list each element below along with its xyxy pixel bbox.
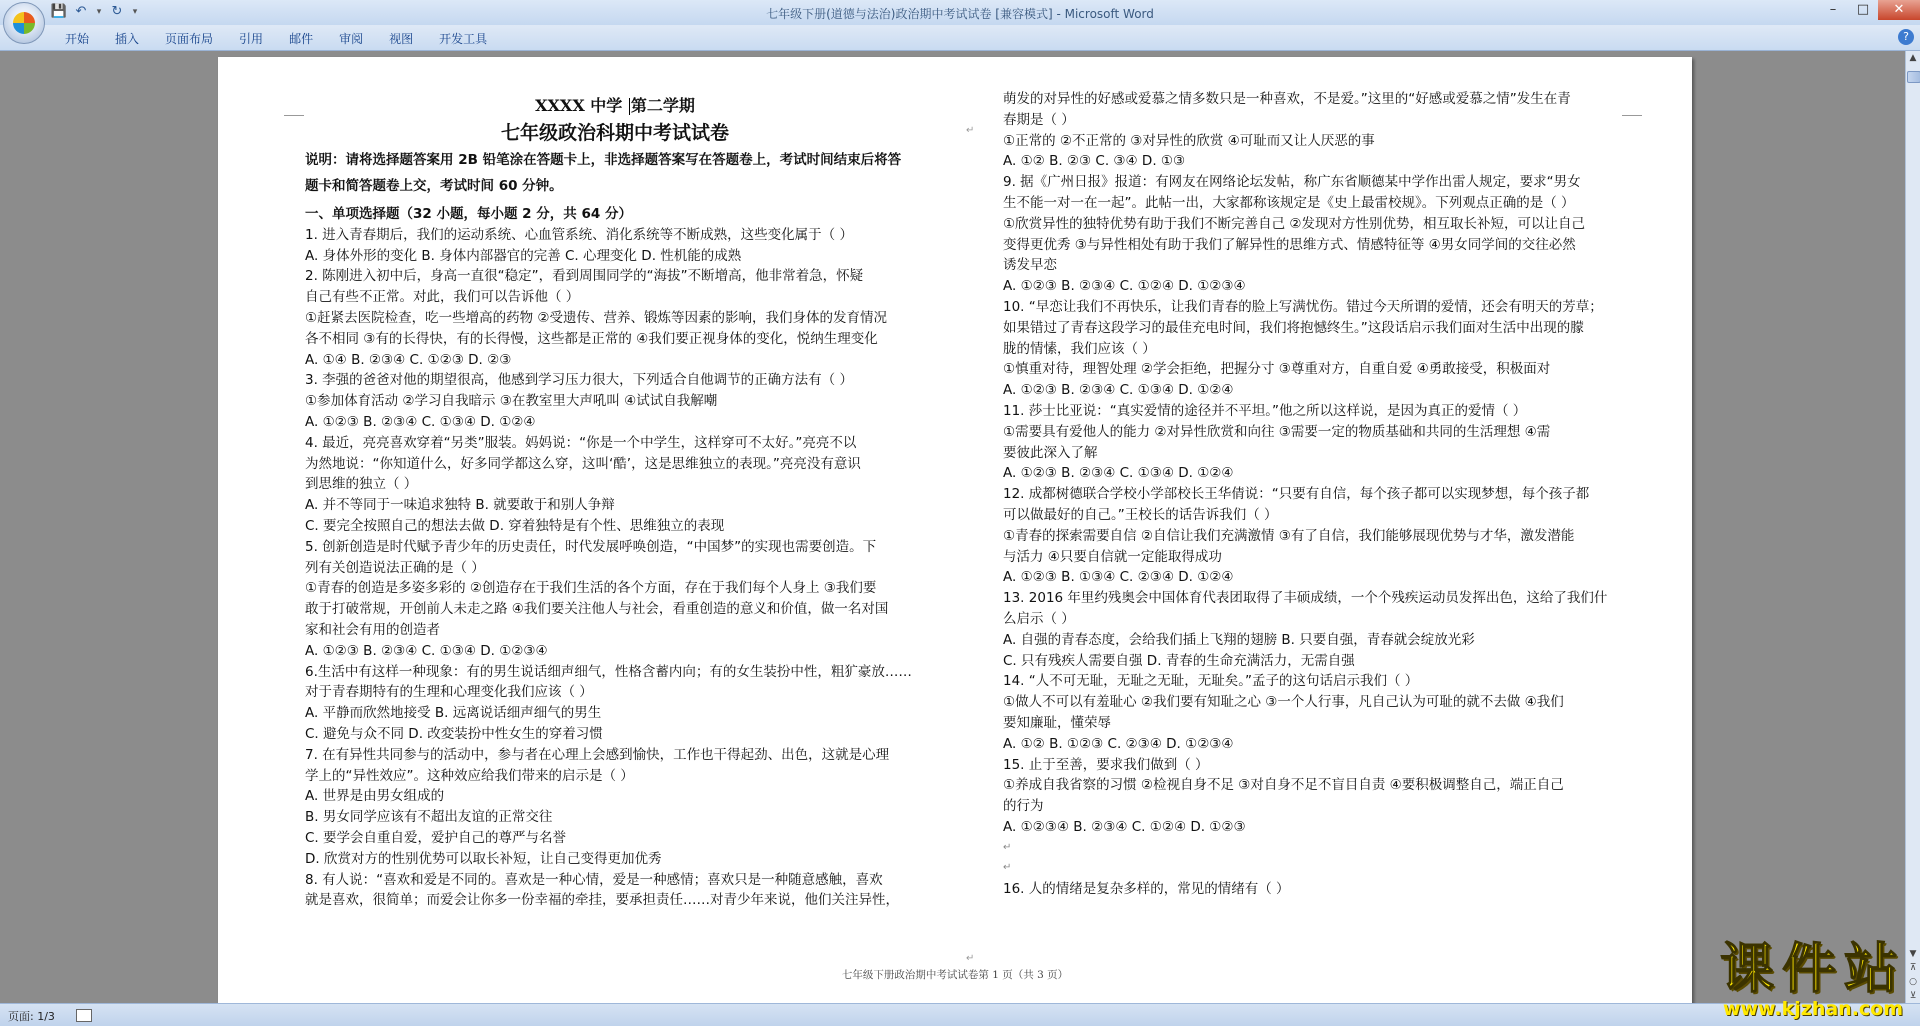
question-line: 春期是（ ） <box>1003 111 1075 128</box>
question-line: 12. 成都树德联合学校小学部校长王华倩说：“只要有自信，每个孩子都可以实现梦想，每个孩子都 <box>1003 486 1590 503</box>
question-line: 6.生活中有这样一种现象：有的男生说话细声细气，性格含蓄内向；有的女生装扮中性，粗犷豪放…… <box>305 663 912 680</box>
text-cursor <box>629 98 630 115</box>
next-page-icon[interactable]: ⊻ <box>1909 991 1917 1001</box>
question-line: 可以做最好的自己。”王校长的话告诉我们（ ） <box>1003 506 1278 523</box>
question-line: 2. 陈刚进入初中后，身高一直很“稳定”，看到周围同学的“海拔”不断增高，他非常着急，怀疑 <box>305 268 864 285</box>
question-line: A. ①②③ B. ①③④ C. ②③④ D. ①②④ <box>1003 569 1234 586</box>
document-page[interactable] <box>218 57 1692 1003</box>
question-line: D. 欣赏对方的性别优势可以取长补短，让自己变得更加优秀 <box>305 850 662 867</box>
question-line: 生不能一对一在一起”。此帖一出，大家都称该规定是《史上最雷校规》。下列观点正确的是（ ） <box>1003 194 1575 211</box>
tab-view[interactable]: 视图 <box>389 32 414 46</box>
question-line: 各不相同 ③有的长得快，有的长得慢，这些都是正常的 ④我们要正视身体的变化，悦纳生理变化 <box>305 330 878 347</box>
question-line: ①慎重对待，理智处理 ②学会拒绝，把握分寸 ③尊重对方，自重自爱 ④勇敢接受，积极面对 <box>1003 361 1551 378</box>
tab-home[interactable]: 开始 <box>65 32 90 46</box>
question-line: ①正常的 ②不正常的 ③对异性的欣赏 ④可耻而又让人厌恶的事 <box>1003 132 1375 149</box>
question-line: ①青春的创造是多姿多彩的 ②创造存在于我们生活的各个方面，存在于我们每个人身上 ③我们要 <box>305 580 877 597</box>
question-line: 的行为 <box>1003 798 1044 815</box>
question-line: A. 并不等同于一味追求独特 B. 就要敢于和别人争辩 <box>305 497 615 514</box>
customize-qat-icon[interactable]: ▾ <box>132 7 138 17</box>
scroll-bottom-controls <box>1906 947 1920 1003</box>
paragraph-mark: ↵ <box>1003 841 1012 853</box>
paragraph-mark: ↵ <box>1003 862 1012 874</box>
question-line: 敢于打破常规，开创前人未走之路 ④我们要关注他人与社会，看重创造的意义和价值，做一名对国 <box>305 601 889 618</box>
left-column <box>305 57 925 911</box>
question-line: 学上的“异性效应”。这种效应给我们带来的启示是（ ） <box>305 767 634 784</box>
question-line: ①欣赏异性的独特优势有助于我们不断完善自己 ②发现对方性别优势，相互取长补短，可以让自己 <box>1003 215 1585 232</box>
crop-mark <box>1622 95 1642 116</box>
watermark-url: www.kjzhan.com <box>1722 998 1904 1020</box>
question-line: 14. “人不可无耻，无耻之无耻，无耻矣。”孟子的这句话启示我们（ ） <box>1003 673 1419 690</box>
question-line: 3. 李强的爸爸对他的期望很高，他感到学习压力很大，下列适合自他调节的正确方法有（ ） <box>305 372 853 389</box>
question-line: 9. 据《广州日报》报道：有网友在网络论坛发帖，称广东省顺德某中学作出雷人规定，要求“男女 <box>1003 174 1581 191</box>
question-line: A. ①②③ B. ②③④ C. ①③④ D. ①②④ <box>1003 382 1234 399</box>
title-bar <box>0 0 1920 25</box>
question-line: 11. 莎士比亚说：“真实爱情的途径并不平坦。”他之所以这样说，是因为真正的爱情（ ） <box>1003 402 1527 419</box>
question-line: 1. 进入青春期后，我们的运动系统、心血管系统、消化系统等不断成熟，这些变化属于（ ） <box>305 226 853 243</box>
question-line: 家和社会有用的创造者 <box>305 621 440 638</box>
question-line: 10. “早恋让我们不再快乐，让我们青春的脸上写满忧伤。错过今天所谓的爱情，还会有明天的芳草； <box>1003 298 1603 315</box>
question-line: A. ①④ B. ②③④ C. ①②③ D. ②③ <box>305 351 512 368</box>
scroll-up-icon[interactable]: ▲ <box>1909 53 1917 63</box>
help-icon[interactable]: ? <box>1898 29 1914 45</box>
question-line: 变得更优秀 ③与异性相处有助于我们了解异性的思维方式、情感特征等 ④男女同学间的交往必然 <box>1003 236 1576 253</box>
question-line: A. ①②③ B. ②③④ C. ①②④ D. ①②③④ <box>1003 278 1246 295</box>
office-logo-icon <box>13 12 35 34</box>
crop-mark <box>284 95 304 116</box>
close-button[interactable]: ✕ <box>1878 0 1920 20</box>
question-line: 为然地说：“你知道什么，好多同学都这么穿，这叫‘酷’，这是思维独立的表现。”亮亮没有意识 <box>305 455 861 472</box>
office-button[interactable] <box>3 2 45 44</box>
question-line: A. ①②③ B. ②③④ C. ①③④ D. ①②④ <box>305 413 536 430</box>
question-line: B. 男女同学应该有不超出友谊的正常交往 <box>305 809 553 826</box>
tab-developer[interactable]: 开发工具 <box>439 32 488 46</box>
question-line: 萌发的对异性的好感或爱慕之情多数只是一种喜欢，不是爱。”这里的“好感或爱慕之情”发生在青 <box>1003 91 1571 107</box>
question-line: 自己有些不正常。对此，我们可以告诉他（ ） <box>305 289 580 306</box>
question-line: 要知廉耻，懂荣辱 <box>1003 714 1111 731</box>
question-line: 5. 创新创造是时代赋予青少年的历史责任，时代发展呼唤创造，“中国梦”的实现也需要创造。下 <box>305 538 877 555</box>
question-line: C. 要完全按照自己的想法去做 D. 穿着独特是有个性、思维独立的表现 <box>305 517 725 534</box>
save-icon[interactable]: 💾 <box>50 4 68 19</box>
ribbon-tabs <box>52 25 500 52</box>
question-line: ①养成自我省察的习惯 ②检视自身不足 ③对自身不足不盲目自责 ④要积极调整自己，端正自己 <box>1003 777 1564 794</box>
document-workspace <box>0 51 1906 1003</box>
tab-review[interactable]: 审阅 <box>339 32 364 46</box>
question-line: 就是喜欢，很简单；而爱会让你多一份幸福的牵挂，要承担责任……对青少年来说，他们关注异性， <box>305 892 899 909</box>
question-line: C. 避免与众不同 D. 改変装扮中性女生的穿着习惯 <box>305 725 603 742</box>
question-line: A. 身体外形的变化 B. 身体内部器官的完善 C. 心理变化 D. 性机能的成熟 <box>305 247 742 264</box>
question-line: A. 世界是由男女组成的 <box>305 788 445 805</box>
question-line: 么启示（ ） <box>1003 610 1075 627</box>
question-line: 列有关创造说法正确的是（ ） <box>305 559 485 576</box>
ribbon <box>0 25 1920 51</box>
question-line: A. ①② B. ①②③ C. ②③④ D. ①②③④ <box>1003 735 1234 752</box>
undo-icon[interactable]: ↶ <box>75 4 87 19</box>
scroll-thumb[interactable] <box>1907 71 1920 83</box>
question-line: A. ①②③④ B. ②③④ C. ①②④ D. ①②③ <box>1003 818 1246 835</box>
tab-mailings[interactable]: 邮件 <box>289 32 314 46</box>
question-line: 8. 有人说：“喜欢和爱是不同的。喜欢是一种心情，爱是一种感情；喜欢只是一种随意感触，喜欢 <box>305 871 883 888</box>
question-line: C. 只有残疾人需要自强 D. 青春的生命充满活力，无需自强 <box>1003 652 1355 669</box>
page-indicator[interactable]: 页面: 1/3 <box>8 1010 55 1023</box>
redo-icon[interactable]: ↻ <box>111 4 123 19</box>
previous-page-icon[interactable]: ⊼ <box>1909 963 1917 973</box>
status-bar <box>0 1003 1920 1026</box>
question-line: 胧的情愫，我们应该（ ） <box>1003 340 1156 357</box>
question-line: ①做人不可以有羞耻心 ②我们要有知耻之心 ③一个人行事，凡自己认为可耻的就不去做 ④我们 <box>1003 694 1564 711</box>
question-line: ①赶紧去医院检查，吃一些增高的药物 ②受遗传、营养、锻炼等因素的影响，我们身体的发育情况 <box>305 309 887 326</box>
watermark-brand: 课件站 <box>1720 937 1906 1000</box>
school-heading: XXXX 中学 第二学期 <box>535 96 695 115</box>
question-line: 到思维的独立（ ） <box>305 476 418 493</box>
question-line: A. 自强的青春态度，会给我们插上飞翔的翅膀 B. 只要自强，青春就会绽放光彩 <box>1003 631 1475 648</box>
section-heading: 一、单项选择题（32 小题，每小题 2 分，共 64 分） <box>305 206 632 222</box>
instruction-line: 题卡和简答题卷上交，考试时间 60 分钟。 <box>305 178 563 194</box>
minimize-button[interactable]: – <box>1829 2 1837 17</box>
vertical-scrollbar[interactable] <box>1905 51 1920 1003</box>
question-line: A. ①② B. ②③ C. ③④ D. ①③ <box>1003 153 1186 170</box>
scroll-down-icon[interactable]: ▼ <box>1909 949 1917 959</box>
question-line: 7. 在有异性共同参与的活动中，参与者在心理上会感到愉快，工作也干得起劲、出色，这就是心理 <box>305 746 890 763</box>
site-watermark <box>1720 937 1906 1020</box>
select-browse-object-icon[interactable]: ○ <box>1909 977 1917 987</box>
tab-insert[interactable]: 插入 <box>115 32 140 46</box>
question-line: A. 平静而欣然地接受 B. 远离说话细声细气的男生 <box>305 705 602 722</box>
question-line: 如果错过了青春这段学习的最佳充电时间，我们将抱憾终生。”这段话启示我们面对生活中出现的朦 <box>1003 319 1584 336</box>
question-line: ①参加体育活动 ②学习自我暗示 ③在教室里大声吼叫 ④试试自我解嘲 <box>305 393 718 410</box>
question-line: 要彼此深入了解 <box>1003 444 1098 461</box>
tab-page-layout[interactable]: 页面布局 <box>165 32 214 46</box>
window-controls <box>1818 0 1920 20</box>
question-line: 15. 止于至善，要求我们做到（ ） <box>1003 756 1209 773</box>
question-line: A. ①②③ B. ②③④ C. ①③④ D. ①②④ <box>1003 465 1234 482</box>
paragraph-mark: ↵ <box>966 125 975 136</box>
question-line: ①青春的探索需要自信 ②自信让我们充满激情 ③有了自信，我们能够展现优势与才华，激发潜能 <box>1003 527 1575 544</box>
question-line: 诱发早恋 <box>1003 257 1057 274</box>
question-line: 与活力 ④只要自信就一定能取得成功 <box>1003 548 1222 565</box>
question-line: ①需要具有爱他人的能力 ②对异性欣赏和向往 ③需要一定的物质基础和共同的生活理想 ④需 <box>1003 423 1551 440</box>
question-line: 16. 人的情绪是复杂多样的，常见的情绪有（ ） <box>1003 881 1290 898</box>
macro-record-icon[interactable] <box>76 1009 92 1022</box>
question-line: 对于青春期特有的生理和心理变化我们应该（ ） <box>305 684 593 701</box>
tab-references[interactable]: 引用 <box>239 32 264 46</box>
page-footer: 七年级下册政治期中考试试卷第 1 页（共 3 页） <box>841 969 1069 981</box>
question-line: A. ①②③ B. ②③④ C. ①③④ D. ①②③④ <box>305 642 548 659</box>
question-line: C. 要学会自重自爱，爱护自己的尊严与名誉 <box>305 829 567 846</box>
page-title: 七年级政治科期中考试试卷 <box>500 122 729 144</box>
question-line: 4. 最近，亮亮喜欢穿着“另类”服装。妈妈说：“你是一个中学生，这样穿可不太好。”亮亮不以 <box>305 434 857 451</box>
right-column <box>1003 89 1623 900</box>
question-line: 13. 2016 年里约残奥会中国体育代表团取得了丰硕成绩，一个个残疾运动员发挥出色，这给了我们什 <box>1003 590 1608 607</box>
undo-dropdown-icon[interactable]: ▾ <box>96 7 102 17</box>
window-title: 七年级下册(道德与法治)政治期中考试试卷 [兼容模式] - Microsoft Word <box>766 7 1154 21</box>
instruction-line: 说明：请将选择题答案用 2B 铅笔涂在答题卡上，非选择题答案写在答题卷上，考试时间结束后将答 <box>305 152 902 168</box>
maximize-button[interactable]: □ <box>1856 2 1870 17</box>
paragraph-mark: ↵ <box>966 953 975 964</box>
